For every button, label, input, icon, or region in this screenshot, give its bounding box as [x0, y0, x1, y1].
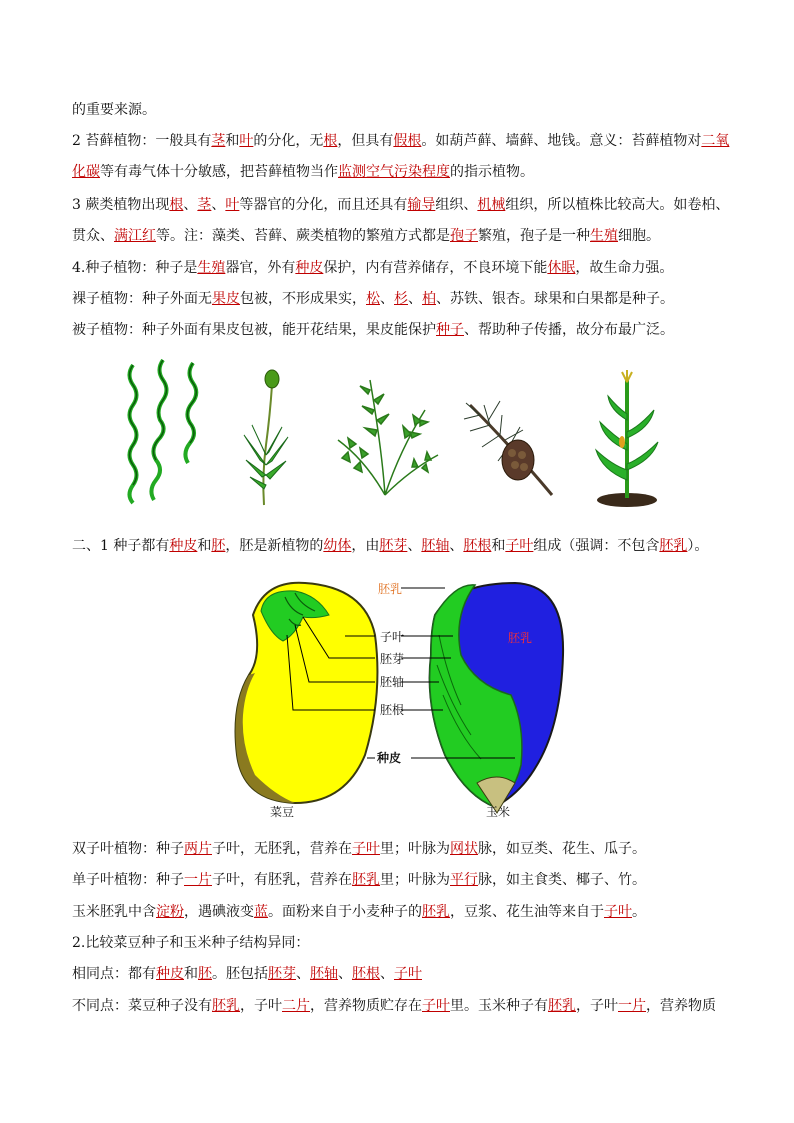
keyword: 子叶 [422, 998, 450, 1014]
keyword: 输导 [407, 197, 436, 213]
text-segment: 、 [407, 538, 422, 554]
text-segment: 玉米胚乳中含 [72, 904, 156, 920]
keyword: 平行 [450, 872, 478, 888]
text-line-15 [72, 996, 742, 1016]
text-segment: ，胚是新植物的 [225, 538, 324, 554]
keyword: 胚芽 [379, 538, 408, 554]
text-segment: 的分化，无 [253, 133, 324, 149]
text-segment: 、帮助种子传播，故分布最广泛。 [464, 322, 674, 338]
text-segment: ，子叶 [240, 998, 282, 1014]
keyword: 胚乳 [422, 904, 450, 920]
text-segment: ，但具有 [337, 133, 394, 149]
keyword: 根 [169, 197, 184, 213]
text-segment: 单子叶植物：种子 [72, 872, 184, 888]
text-segment: 和 [197, 538, 212, 554]
moss-illustration [236, 365, 296, 510]
keyword: 胚乳 [548, 998, 576, 1014]
text-segment: 3 蕨类植物出现 [72, 197, 170, 213]
text-segment: 组织，所以植株比较高大。如卷柏、 [505, 197, 730, 213]
keyword: 根 [323, 133, 338, 149]
text-segment: 、 [338, 966, 352, 982]
keyword: 叶 [225, 197, 240, 213]
text-segment: 。胚包括 [212, 966, 268, 982]
text-segment: 的指示植物。 [450, 164, 534, 180]
text-segment: 和 [491, 538, 506, 554]
text-line-5 [72, 226, 742, 246]
keyword: 化碳 [72, 164, 100, 180]
keyword: 茎 [211, 133, 226, 149]
pine-illustration [460, 385, 558, 500]
text-segment: 。如葫芦藓、墙藓、地钱。意义：苔藓植物对 [421, 133, 702, 149]
text-segment: 裸子植物：种子外面无 [72, 291, 212, 307]
keyword: 杉 [394, 291, 408, 307]
label-radicle: 胚根 [380, 703, 405, 717]
text-segment: ，营养物质贮存在 [310, 998, 422, 1014]
text-segment: 和 [225, 133, 240, 149]
keyword: 胚轴 [310, 966, 338, 982]
label-endosperm-top: 胚乳 [378, 582, 403, 596]
keyword: 胚 [198, 966, 212, 982]
text-line-7 [72, 289, 742, 309]
text-segment: 。面粉来自于小麦种子的 [268, 904, 422, 920]
text-segment: 组成（强调：不包含 [533, 538, 660, 554]
corn-illustration [592, 370, 662, 508]
keyword: 二片 [282, 998, 310, 1014]
keyword: 叶 [239, 133, 254, 149]
keyword: 一片 [184, 872, 212, 888]
keyword: 胚乳 [352, 872, 380, 888]
keyword: 果皮 [212, 291, 240, 307]
text-segment: ）。 [687, 538, 709, 554]
text-line-6 [72, 258, 742, 278]
text-segment: ，遇碘液变 [184, 904, 254, 920]
fern-illustration [330, 370, 442, 500]
keyword: 监测空气污染程度 [338, 164, 450, 180]
keyword: 茎 [197, 197, 212, 213]
text-segment: 和 [184, 966, 198, 982]
text-segment: 、 [380, 291, 394, 307]
text-segment: 被子植物：种子外面有果皮包被，能开花结果，果皮能保护 [72, 322, 436, 338]
text-segment: 器官，外有 [225, 260, 296, 276]
text-segment: 里；叶脉为 [380, 872, 450, 888]
text-segment: 繁殖，孢子是一种 [478, 228, 590, 244]
text-line-14 [72, 964, 742, 984]
text-segment: ，故生命力强。 [575, 260, 674, 276]
keyword: 胚乳 [212, 998, 240, 1014]
text-segment: 、苏铁、银杏。球果和白果都是种子。 [436, 291, 674, 307]
label-cotyledon: 子叶 [380, 630, 405, 644]
keyword: 胚芽 [268, 966, 296, 982]
keyword: 胚 [211, 538, 226, 554]
keyword: 两片 [184, 841, 212, 857]
text-segment: 不同点：菜豆种子没有 [72, 998, 212, 1014]
text-line-9 [72, 536, 742, 556]
text-segment: 、 [449, 538, 464, 554]
seed-structure-diagram [225, 575, 565, 820]
keyword: 生殖 [197, 260, 226, 276]
keyword: 胚根 [463, 538, 492, 554]
text-segment: ，豆浆、花生油等来自于 [450, 904, 604, 920]
text-segment: 里；叶脉为 [380, 841, 450, 857]
text-segment: 4.种子植物：种子是 [72, 260, 198, 276]
label-hypocotyl: 胚轴 [380, 675, 405, 689]
text-segment: 2.比较菜豆种子和玉米种子结构异同： [72, 935, 310, 951]
text-segment: 、 [211, 197, 226, 213]
text-line-10 [72, 839, 742, 859]
keyword: 子叶 [352, 841, 380, 857]
text-segment: 组织、 [435, 197, 478, 213]
text-segment: 等有毒气体十分敏感，把苔藓植物当作 [100, 164, 338, 180]
keyword: 休眠 [547, 260, 576, 276]
text-segment: 。 [632, 904, 646, 920]
text-segment: ，由 [351, 538, 380, 554]
text-segment: 子叶，无胚乳，营养在 [212, 841, 352, 857]
text-segment: 相同点：都有 [72, 966, 156, 982]
keyword: 机械 [477, 197, 506, 213]
keyword: 种子 [436, 322, 464, 338]
text-segment: 里。玉米种子有 [450, 998, 548, 1014]
label-seed-coat: 种皮 [377, 751, 402, 765]
text-line-1 [72, 100, 742, 120]
keyword: 种皮 [156, 966, 184, 982]
text-segment: 2 苔藓植物：一般具有 [72, 133, 212, 149]
text-segment: ，子叶 [576, 998, 618, 1014]
keyword: 子叶 [604, 904, 632, 920]
keyword: 淀粉 [156, 904, 184, 920]
text-segment: 脉，如豆类、花生、瓜子。 [478, 841, 646, 857]
algae-illustration [118, 355, 218, 505]
text-segment: 脉，如主食类、椰子、竹。 [478, 872, 646, 888]
keyword: 生殖 [590, 228, 618, 244]
text-segment: 等。注：藻类、苔藓、蕨类植物的繁殖方式都是 [156, 228, 450, 244]
text-line-13 [72, 933, 742, 953]
keyword: 网状 [450, 841, 478, 857]
text-segment: 等器官的分化，而且还具有 [239, 197, 408, 213]
text-segment: 细胞。 [618, 228, 660, 244]
text-segment: ，营养物质 [646, 998, 716, 1014]
keyword: 假根 [393, 133, 422, 149]
keyword: 幼体 [323, 538, 352, 554]
keyword: 松 [366, 291, 380, 307]
keyword: 二氧 [701, 133, 730, 149]
text-segment: 包被，不形成果实， [240, 291, 366, 307]
keyword: 胚根 [352, 966, 380, 982]
keyword: 满江红 [114, 228, 156, 244]
keyword: 胚轴 [421, 538, 450, 554]
text-line-3 [72, 162, 742, 182]
keyword: 子叶 [394, 966, 422, 982]
text-segment: 子叶，有胚乳，营养在 [212, 872, 352, 888]
text-segment: 、 [183, 197, 198, 213]
text-segment: 贯众、 [72, 228, 114, 244]
text-segment: 双子叶植物：种子 [72, 841, 184, 857]
text-segment: 的重要来源。 [72, 102, 156, 118]
keyword: 子叶 [505, 538, 534, 554]
text-line-12 [72, 902, 742, 922]
label-plumule: 胚芽 [380, 652, 405, 666]
text-segment: 二、1 种子都有 [72, 538, 170, 554]
keyword: 孢子 [450, 228, 478, 244]
text-line-8 [72, 320, 742, 340]
text-line-2 [72, 131, 742, 151]
keyword: 一片 [618, 998, 646, 1014]
keyword: 胚乳 [659, 538, 688, 554]
text-segment: 、 [408, 291, 422, 307]
keyword: 蓝 [254, 904, 268, 920]
keyword: 种皮 [295, 260, 324, 276]
text-line-11 [72, 870, 742, 890]
label-endosperm-inner: 胚乳 [508, 631, 533, 645]
text-segment: 保护，内有营养储存，不良环境下能 [323, 260, 548, 276]
keyword: 柏 [422, 291, 436, 307]
text-segment: 、 [296, 966, 310, 982]
text-segment: 、 [380, 966, 394, 982]
label-corn: 玉米 [486, 805, 511, 819]
text-line-4 [72, 195, 742, 215]
label-bean: 菜豆 [270, 805, 295, 819]
keyword: 种皮 [169, 538, 198, 554]
